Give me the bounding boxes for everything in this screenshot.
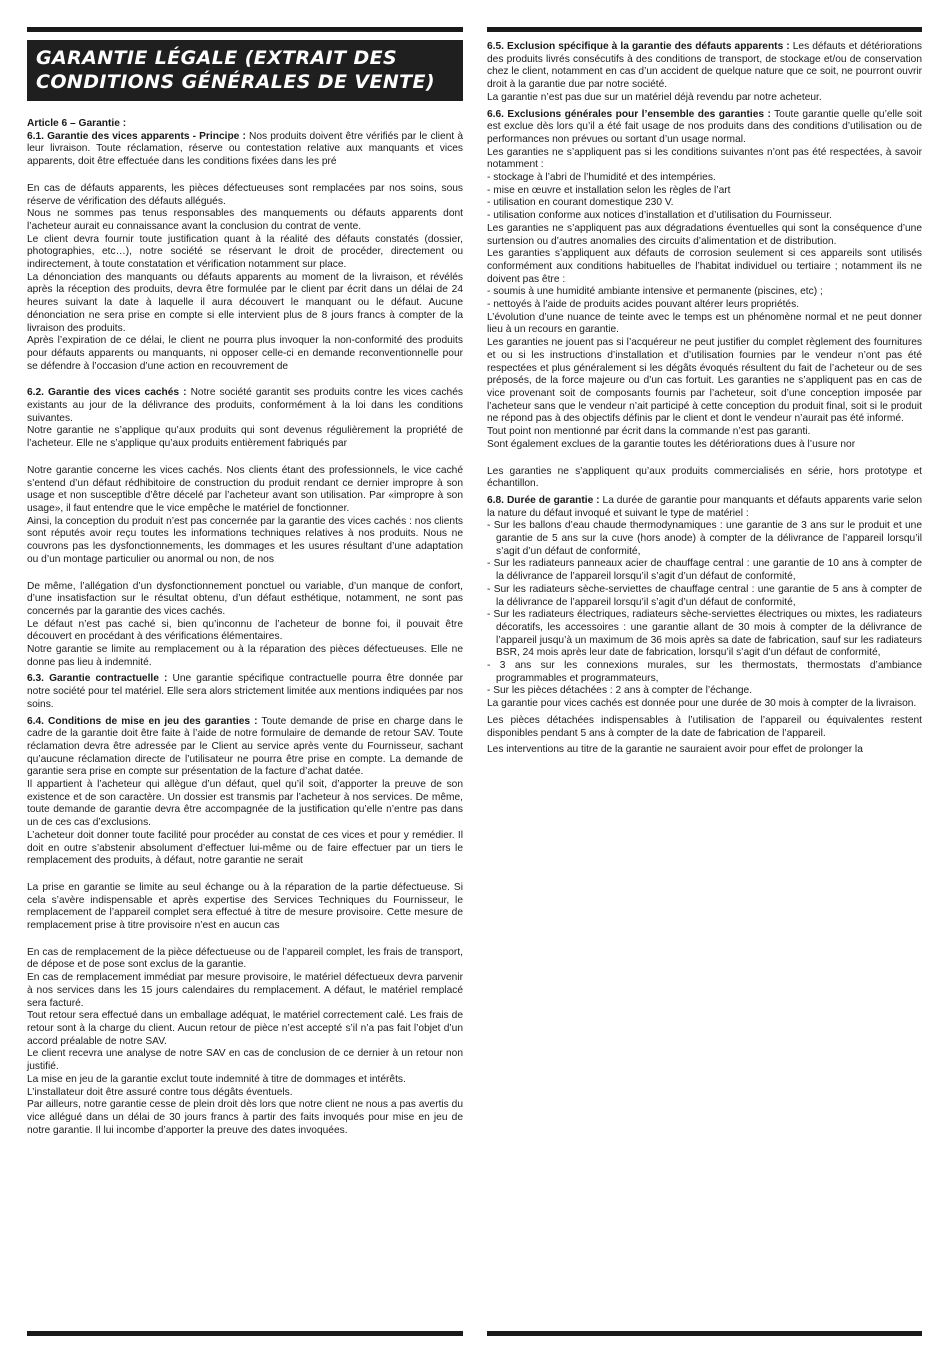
paragraph: La garantie pour vices cachés est donnée pour une durée de 30 mois à compter de la livraison. [487, 698, 917, 710]
conditions-list [487, 172, 922, 223]
section-6-1: 6.1. Garantie des vices apparents - Principe : Nos produits doivent être vérifiés par le client à leur livraison. Toute réclamation, réserve ou contestation relative aux manquants et vices apparents, doit être effectuée dans les conditions fixées dans les pré [27, 130, 464, 168]
paragraph: La garantie n’est pas due sur un matériel déjà revendu par notre acheteur. [487, 91, 822, 103]
section-6-6-heading: 6.6. Exclusions générales pour l’ensemble des garanties : [487, 108, 771, 120]
title-banner [27, 40, 463, 101]
paragraph: Les garanties ne s’appliquent pas aux dégradations éventuelles qui sont la conséquence d’une surtension ou d’autres anomalies des circuits d’alimentation et de distribution. [487, 222, 922, 247]
section-6-3: 6.3. Garantie contractuelle : Une garantie spécifique contractuelle pourra être donnée par notre société pour tel matériel. Elle sera alors strictement limitée aux mentions indiquées par nos soins. [27, 673, 464, 710]
list-item: - 3 ans sur les connexions murales, sur les thermostats, thermostats d’ambiance programmables et programmateurs, [487, 660, 922, 684]
paragraph: Les garanties ne jouent pas si l’acquéreur ne peut justifier du complet règlement des fournitures et ou si les instructions d’installation et d’utilisation fournies par le vendeur n’ont pas été respectées et plus généralement si les dégâts évoqués résultent du fait de l’acheteur ou de ses préposés, de la force majeure ou d’un cas fortuit. Les garanties ne s’appliquent pas en cas de vice provenant soit de composants fournis par l’acheteur, soit d’une conception imposée par l’acheteur sans que le vendeur n’ait participé à cette conception du produit final, soit si le produit ne répond pas à des objectifs définis par le client et dont le vendeur n’aurait pas été informé. [487, 337, 922, 425]
paragraph: En cas de défauts apparents, les pièces défectueuses sont remplacées par nos soins, sous réserve de vérification des défauts allégués. [27, 182, 463, 207]
paragraph: La dénonciation des manquants ou défauts apparents au moment de la livraison, et révélés après la réception des produits, devra être formulée par le client par écrit dans un délai de 24 heures suivant la date à laquelle il aura découvert le manquant ou le défaut. Aucune dénonciation ne sera prise en compte si elle intervient plus de 8 jours francs à compter de la livraison des produits. [27, 271, 463, 334]
paragraph: L’acheteur doit donner toute facilité pour procéder au constat de ces vices et pour y remédier. Il doit en outre s’abstenir absolument d’effectuer lui-même ou de faire effectuer par un tiers le remplacement des produits, à défaut, notre garantie ne serait [27, 829, 463, 867]
list-item: - Sur les radiateurs panneaux acier de chauffage central : une garantie de 10 ans à compter de la délivrance de l’appareil lorsqu’il s’agit d’un défaut de conformité, [487, 558, 922, 583]
section-6-2: 6.2. Garantie des vices cachés : Notre société garantit ses produits contre les vices cachés existants au jour de la délivrance des produits, conformément à la loi dans les conditions suivantes. [27, 387, 463, 424]
paragraph: Il appartient à l’acheteur qui allègue d’un défaut, quel qu’il soit, d’apporter la preuve de son existence et de son caractère. Un dossier est transmis par l’acheteur à nos services. De même, toute demande de garantie devra être accompagnée de la justification qu’elle n’entre pas dans un de ces cas d’exclusions. [27, 779, 463, 829]
list-item: - Sur les radiateurs sèche-serviettes de chauffage central : une garantie de 5 ans à compter de la délivrance de l’appareil lorsqu’il s’agit d’un défaut de conformité, [487, 583, 922, 608]
paragraph: Sont également exclues de la garantie toutes les détériorations dues à l’usure nor [487, 438, 856, 450]
section-6-2-heading: 6.2. Garantie des vices cachés : [27, 387, 187, 399]
paragraph: Le client devra fournir toute justification quant à la réalité des défauts constatés (dossier, photographies, etc…), notre société se réservant le droit de procéder, directement ou indirectement, à toute constatation et vérification notamment sur place. [27, 233, 463, 271]
list-item: - mise en œuvre et installation selon les règles de l’art [487, 184, 731, 196]
paragraph: Les garanties ne s’appliquent qu’aux produits commercialisés en série, hors prototype et échantillon. [487, 465, 922, 490]
paragraph: La prise en garantie se limite au seul échange ou à la réparation de la partie défectueuse. Si cela s’avère indispensable et après expertise des Services Techniques du Fournisseur, le remplacement de l’appareil complet sera effectué à titre de mesure provisoire. Cette mesure de remplacement prise à titre provisoire n’est en aucun cas [27, 881, 463, 932]
list-item: - utilisation conforme aux notices d’installation et d’utilisation du Fournisseur. [487, 210, 832, 222]
list-item: - nettoyés à l’aide de produits acides pouvant altérer leurs propriétés. [487, 299, 800, 311]
section-6-3-heading: 6.3. Garantie contractuelle : [27, 673, 168, 685]
duration-list [487, 520, 922, 698]
paragraph: Les interventions au titre de la garantie ne sauraient avoir pour effet de prolonger la [487, 744, 863, 756]
paragraph: Tout retour sera effectué dans un emballage adéquat, le matériel correctement calé. Les frais de retour sont à la charge du client. Aucun retour de pièce n’est accepté s’il n’a pas fait l’objet d’un accord préalable de notre SAV. [27, 1010, 463, 1047]
section-6-8: 6.8. Durée de garantie : La durée de garantie pour manquants et défauts apparents varie selon la nature du défaut invoqué et suivant le type de matériel : [487, 494, 922, 519]
paragraph: Les garanties s’appliquent aux défauts de corrosion seulement si ces appareils sont utilisés conformément aux conditions habituelles de l’habitat individuel ou tertiaire ; notamment ils ne doivent pas être : [487, 248, 922, 285]
paragraph: Notre garantie se limite au remplacement ou à la réparation des pièces défectueuses. Elle ne donne pas lieu à indemnité. [27, 644, 463, 668]
section-6-5: 6.5. Exclusion spécifique à la garantie des défauts apparents : Les défauts et détériorations des produits livrés consécutifs à des conditions de transport, de stockage et/ou de conservation chez le client, notamment en cas d’un accident de quelque nature que ce soit, ne pourront ouvrir droit à la garantie due par notre société. [487, 41, 922, 91]
paragraph: Notre garantie ne s’applique qu’aux produits qui sont devenus régulièrement la propriété de l’acheteur. Elle ne s’applique qu’aux produits entièrement fabriqués par [27, 425, 463, 450]
section-6-4-heading: 6.4. Conditions de mise en jeu des garanties : [27, 715, 258, 727]
section-6-8-heading: 6.8. Durée de garantie : [487, 494, 600, 506]
list-item: - stockage à l’abri de l’humidité et des intempéries. [487, 172, 716, 184]
paragraph: Le défaut n’est pas caché si, bien qu’inconnu de l’acheteur de bonne foi, il pouvait être découvert en procédant à des vérifications élémentaires. [27, 618, 463, 643]
paragraph: Notre garantie concerne les vices cachés. Nos clients étant des professionnels, le vice caché s’entend d’un défaut rédhibitoire de construction du produit rendant ce dernier impropre à son usage et non susceptible d’être décelé par l’acheteur avant son utilisation. Par «impropre à son usage», il faut entendre que le vice empêche le matériel de fonctionner. [27, 464, 463, 514]
page-title: GARANTIE LÉGALE (EXTRAIT DES CONDITIONS GÉNÉRALES DE VENTE) [36, 47, 435, 93]
paragraph: Tout point non mentionné par écrit dans la commande n’est pas garanti. [487, 426, 811, 438]
top-rule-left [27, 27, 463, 32]
section-6-6: 6.6. Exclusions générales pour l’ensemble des garanties : Toute garantie quelle qu’elle soit est exclue dès lors qu’il a été fait usage de nos produits dans des conditions d’utilisation ou de performances non prévues ou sortant d’un usage normal. [487, 108, 922, 145]
paragraph: Par ailleurs, notre garantie cesse de plein droit dès lors que notre client ne nous a pas avertis du vice allégué dans un délai de 30 jours francs à partir des faits invoqués pour mise en jeu de notre garantie. Il lui incombe d’apporter la preuve des dates invoquées. [27, 1099, 463, 1136]
bottom-rule-right [487, 1331, 922, 1336]
section-6-4: 6.4. Conditions de mise en jeu des garanties : Toute demande de prise en charge dans le cadre de la garantie doit être faite à l’aide de notre formulaire de demande de retour SAV. Toute réclamation devra être adressée par le Client au service après vente du Fournisseur, sachant qu’aucune réclamation directe de l’utilisateur ne pourra être prise en compte. La demande de garantie sera prise en compte sur présentation de la facture d’achat datée. [27, 715, 463, 778]
corrosion-list [487, 286, 922, 311]
list-item: - soumis à une humidité ambiante intensive et permanente (piscines, etc) ; [487, 286, 823, 298]
paragraph: Ainsi, la conception du produit n’est pas concernée par la garantie des vices cachés : nos clients sont réputés avoir reçu toutes les informations techniques relatives à nos produits. Nous ne couvrons pas les dysfonctionnements, les dommages et les usures résultant d’une adaptation ou d’un montage particulier ou anormal ou non, de nos [27, 515, 463, 565]
paragraph: Nous ne sommes pas tenus responsables des manquements ou défauts apparents dont l’acheteur aurait eu connaissance avant la conclusion du contrat de vente. [27, 208, 463, 232]
list-item: - Sur les pièces détachées : 2 ans à compter de l’échange. [487, 685, 753, 697]
list-item: - Sur les ballons d’eau chaude thermodynamiques : une garantie de 3 ans sur le produit et une garantie de 5 ans sur la cuve (hors anode) à compter de la délivrance de l’appareil lorsqu’il s’agit d’un défaut de conformité, [487, 520, 922, 557]
paragraph: L’installateur doit être assuré contre tous dégâts éventuels. [27, 1086, 293, 1098]
paragraph: Après l’expiration de ce délai, le client ne pourra plus invoquer la non-conformité des produits pour défauts apparents ou manquants, ni opposer celle-ci en demande reconventionnelle pour se défendre à l’occasion d’une action en recouvrement de [27, 335, 463, 372]
list-item: - utilisation en courant domestique 230 V. [487, 197, 674, 209]
article-heading: Article 6 – Garantie : [27, 118, 127, 129]
paragraph: La mise en jeu de la garantie exclut toute indemnité à titre de dommages et intérêts. [27, 1073, 406, 1085]
paragraph: Les garanties ne s’appliquent pas si les conditions suivantes n’ont pas été respectées, à savoir notamment : [487, 146, 922, 171]
right-column [487, 41, 922, 757]
left-column [27, 118, 463, 1137]
list-item: - Sur les radiateurs électriques, radiateurs sèche-serviettes électriques ou mixtes, les radiateurs décoratifs, les accessoires : une garantie allant de 30 mois à compter de la délivrance de l’appareil jusqu’à un maximum de 36 mois après sa date de fabrication, sauf sur les radiateurs BSR, 24 mois après leur date de fabrication, lorsqu’il s’agit d’un défaut de conformité, [487, 609, 922, 659]
paragraph: En cas de remplacement de la pièce défectueuse ou de l’appareil complet, les frais de transport, de dépose et de pose sont exclus de la garantie. [27, 946, 463, 971]
paragraph: L’évolution d’une nuance de teinte avec le temps est un phénomène normal et ne peut donner lieu à un recours en garantie. [487, 311, 922, 336]
paragraph: En cas de remplacement immédiat par mesure provisoire, le matériel défectueux devra parvenir à nos services dans les 15 jours calendaires du remplacement. A défaut, le matériel remplacé sera facturé. [27, 972, 463, 1009]
paragraph: Le client recevra une analyse de notre SAV en cas de conclusion de ce dernier à un retour non justifié. [27, 1048, 463, 1073]
top-rule-right [487, 27, 922, 32]
section-6-5-heading: 6.5. Exclusion spécifique à la garantie des défauts apparents : [487, 41, 790, 52]
section-6-1-heading: 6.1. Garantie des vices apparents - Principe : [27, 130, 246, 142]
paragraph: De même, l’allégation d’un dysfonctionnement ponctuel ou variable, d’un manque de confort, d’une insatisfaction sur le résultat obtenu, d’un défaut esthétique, notamment, ne sont pas concernés par la garantie des vices cachés. [27, 580, 463, 617]
paragraph: Les pièces détachées indispensables à l’utilisation de l’appareil ou équivalentes restent disponibles pendant 5 ans à compter de la date de fabrication de l’appareil. [487, 714, 922, 739]
bottom-rule-left [27, 1331, 463, 1336]
